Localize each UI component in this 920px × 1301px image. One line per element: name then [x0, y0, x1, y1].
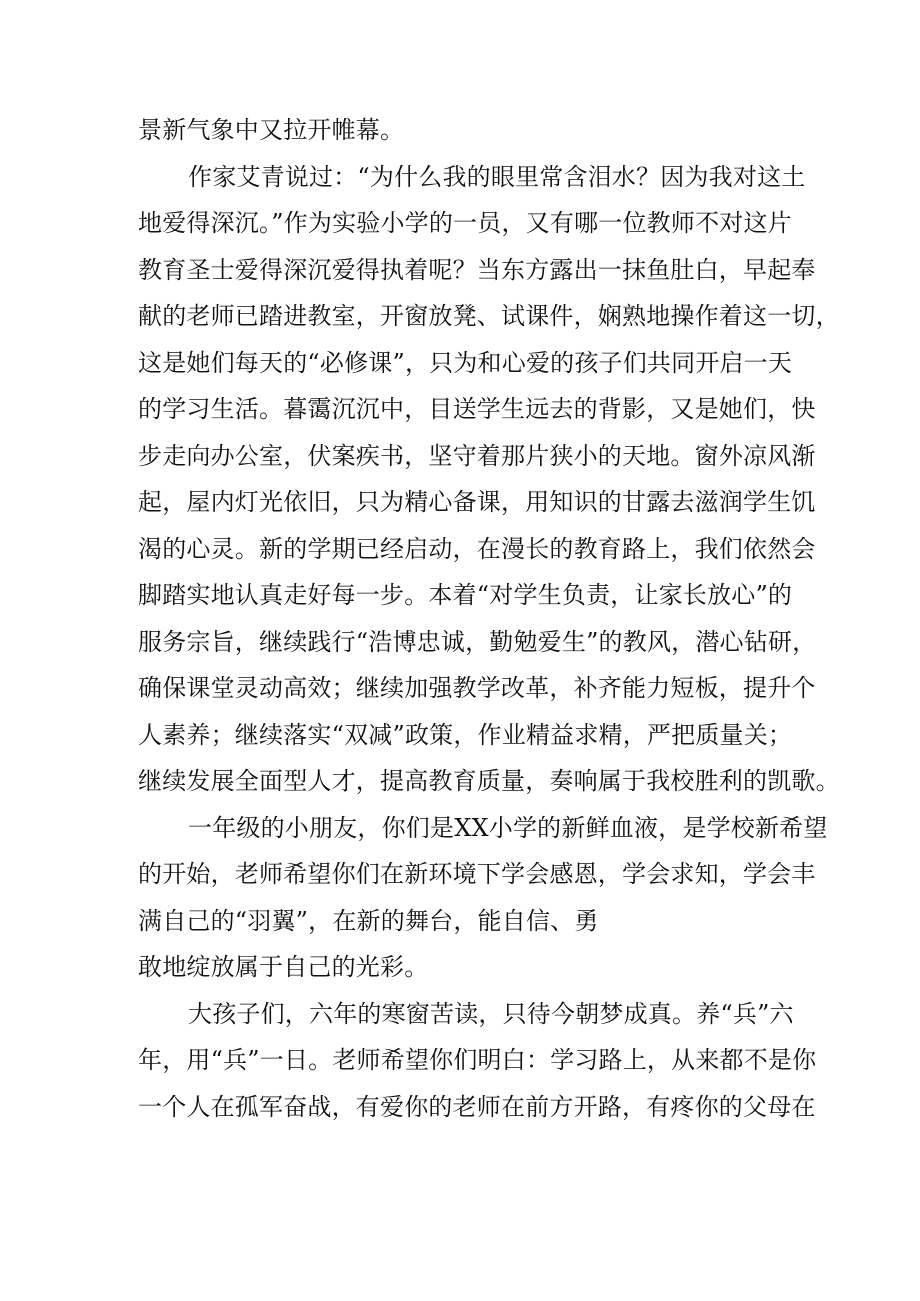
text-line: 献的老师已踏进教室，开窗放凳、试课件，娴熟地操作着这一切， [138, 302, 840, 330]
text-line: 一个人在孤军奋战，有爱你的老师在前方开路，有疼你的父母在 [138, 1092, 816, 1121]
paragraph-start-line: 一年级的小朋友，你们是XX小学的新鲜血液，是学校新希望 [188, 813, 828, 842]
text-line: 的学习生活。暮霭沉沉中，目送学生远去的背影，又是她们，快 [138, 395, 816, 423]
text-line: 渴的心灵。新的学期已经启动，在漫长的教育路上，我们依然会 [138, 534, 816, 563]
text-line: 满自己的“羽翼”，在新的舞台，能自信、勇 [138, 906, 599, 935]
text-line: 脚踏实地认真走好每一步。本着“对学生负责，让家长放心”的 [138, 581, 793, 609]
text-line: 的开始，老师希望你们在新环境下学会感恩，学会求知，学会丰 [138, 860, 816, 888]
text-line: 步走向办公室，伏案疾书，坚守着那片狭小的天地。窗外凉风渐 [138, 441, 816, 470]
paragraph-start-line: 作家艾青说过：“为什么我的眼里常含泪水？因为我对这土 [188, 162, 806, 191]
text-line: 景新气象中又拉开帷幕。 [138, 116, 405, 144]
body-text [138, 107, 840, 1130]
text-line: 服务宗旨，继续践行“浩博忠诚，勤勉爱生”的教风，潜心钻研， [138, 627, 817, 656]
text-line: 地爱得深沉。”作为实验小学的一员，又有哪一位教师不对这片 [138, 209, 792, 237]
text-line: 人素养；继续落实“双减”政策，作业精益求精，严把质量关； [138, 720, 793, 749]
text-line: 继续发展全面型人才，提高教育质量，奏响属于我校胜利的凯歌。 [138, 767, 840, 795]
text-line: 年，用“兵”一日。老师希望你们明白：学习路上，从来都不是你 [138, 1046, 817, 1074]
text-line: 教育圣士爱得深沉爱得执着呢？当东方露出一抹鱼肚白，早起奉 [138, 255, 816, 284]
text-line: 敢地绽放属于自己的光彩。 [138, 953, 429, 981]
text-line: 这是她们每天的“必修课”，只为和心爱的孩子们共同开启一天 [138, 348, 793, 377]
paragraph-start-line: 大孩子们，六年的寒窗苦读，只待今朝梦成真。养“兵”六 [188, 999, 794, 1028]
text-line: 确保课堂灵动高效；继续加强教学改革，补齐能力短板，提升个 [138, 674, 816, 702]
text-line: 起，屋内灯光依旧，只为精心备课，用知识的甘露去滋润学生饥 [138, 488, 816, 516]
